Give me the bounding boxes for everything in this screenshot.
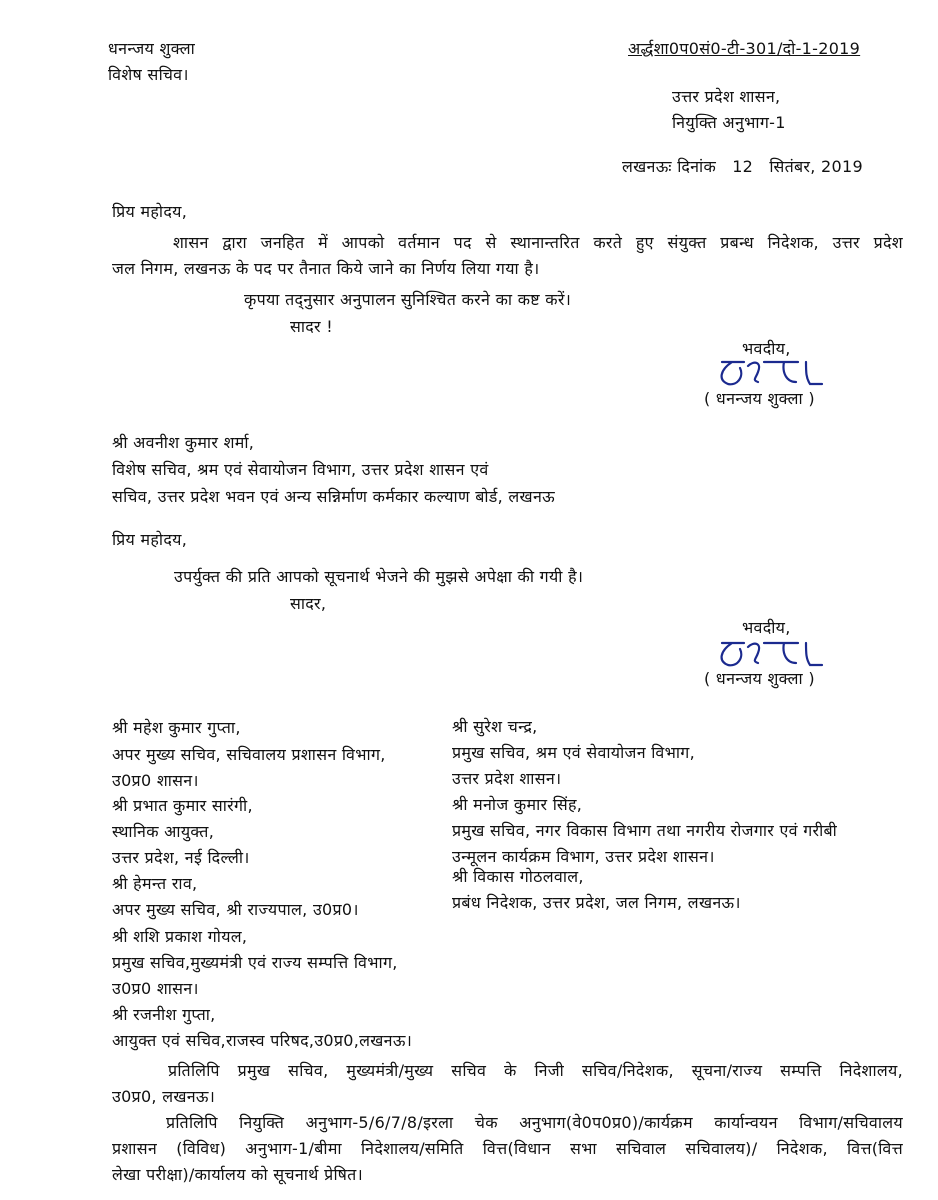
recipient-line: आयुक्त एवं सचिव,राजस्व परिषद,उ0प्र0,लखनऊ। [112,1031,413,1050]
copy-line: उ0प्र0, लखनऊ। [112,1087,216,1106]
recipient-line: श्री शशि प्रकाश गोयल, [112,927,248,946]
valediction: भवदीय, [742,339,791,358]
recipient-line: श्री महेश कुमार गुप्ता, [112,718,241,737]
recipient-line: प्रबंध निदेशक, उत्तर प्रदेश, जल निगम, लखनऊ। [452,893,741,912]
recipient-line: उ0प्र0 शासन। [112,771,199,790]
recipient-line: श्री प्रभात कुमार सारंगी, [112,796,253,815]
recipient-line: उत्तर प्रदेश शासन। [452,769,562,788]
recipient-line: श्री रजनीश गुप्ता, [112,1005,216,1024]
office-section: नियुक्ति अनुभाग-1 [672,113,786,132]
copy-line: प्रतिलिपि नियुक्ति अनुभाग-5/6/7/8/इरला चेक अनुभाग(वे0प0प्र0)/कार्यक्रम कार्यान्वयन विभाग/सचिवालय [166,1113,903,1132]
closing: सादर ! [290,317,333,336]
recipient-line: प्रमुख सचिव,मुख्यमंत्री एवं राज्य सम्पत्ति विभाग, [112,953,398,972]
addressee-name: श्री अवनीश कुमार शर्मा, [112,433,255,452]
copy-line: लेखा परीक्षा)/कार्यालय को सूचनार्थ प्रेषित। [112,1165,363,1184]
addressee-designation: विशेष सचिव, श्रम एवं सेवायोजन विभाग, उत्तर प्रदेश शासन एवं [112,460,489,479]
recipient-line: उत्तर प्रदेश, नई दिल्ली। [112,848,250,867]
valediction: भवदीय, [742,618,791,637]
recipient-line: श्री हेमन्त राव, [112,874,198,893]
salutation: प्रिय महोदय, [112,202,188,221]
body-paragraph-line: शासन द्वारा जनहित में आपको वर्तमान पद से स्थानान्तरित करते हुए संयुक्त प्रबन्ध निदेशक, उत्तर प्रदेश [173,233,903,252]
recipient-line: उन्मूलन कार्यक्रम विभाग, उत्तर प्रदेश शासन। [452,847,715,866]
copy-line: प्रशासन (विविध) अनुभाग-1/बीमा निदेशालय/समिति वित्त(विधान सभा सचिवाल सचिवालय)/ निदेशक, वित्त(वित्त [112,1139,903,1158]
office-name: उत्तर प्रदेश शासन, [672,87,781,106]
sender-designation: विशेष सचिव। [108,65,189,84]
body-paragraph-line: जल निगम, लखनऊ के पद पर तैनात किये जाने का निर्णय लिया गया है। [112,259,540,278]
recipient-line: स्थानिक आयुक्त, [112,822,215,841]
copy-line: प्रतिलिपि प्रमुख सचिव, मुख्यमंत्री/मुख्य सचिव के निजी सचिव/निदेशक, सूचना/राज्य सम्पत्ति निदेशालय, [168,1061,903,1080]
signature [714,637,826,671]
recipient-line: श्री मनोज कुमार सिंह, [452,795,583,814]
recipient-line: श्री विकास गोठलवाल, [452,867,584,886]
recipient-line: श्री सुरेश चन्द्र, [452,717,538,736]
recipient-line: अपर मुख्य सचिव, सचिवालय प्रशासन विभाग, [112,745,386,764]
salutation: प्रिय महोदय, [112,530,188,549]
date-line: लखनऊः दिनांक 12 सितंबर, 2019 [622,157,863,176]
addressee-designation: सचिव, उत्तर प्रदेश भवन एवं अन्य सन्निर्माण कर्मकार कल्याण बोर्ड, लखनऊ [112,487,555,506]
body-paragraph: उपर्युक्त की प्रति आपको सूचनार्थ भेजने की मुझसे अपेक्षा की गयी है। [174,567,584,586]
reference-number: अर्द्धशा0प0सं0-टी-301/दो-1-2019 [628,39,861,58]
recipient-line: अपर मुख्य सचिव, श्री राज्यपाल, उ0प्र0। [112,900,359,919]
recipient-line: प्रमुख सचिव, श्रम एवं सेवायोजन विभाग, [452,743,695,762]
closing: सादर, [290,594,327,613]
request-paragraph: कृपया तद्नुसार अनुपालन सुनिश्चित करने का कष्ट करें। [244,290,572,309]
sender-name: धनन्जय शुक्ला [108,39,196,58]
signature [714,356,826,390]
recipient-line: प्रमुख सचिव, नगर विकास विभाग तथा नगरीय रोजगार एवं गरीबी [452,821,838,840]
signatory-name: ( धनन्जय शुक्ला ) [704,669,815,688]
signatory-name: ( धनन्जय शुक्ला ) [704,389,815,408]
recipient-line: उ0प्र0 शासन। [112,979,199,998]
